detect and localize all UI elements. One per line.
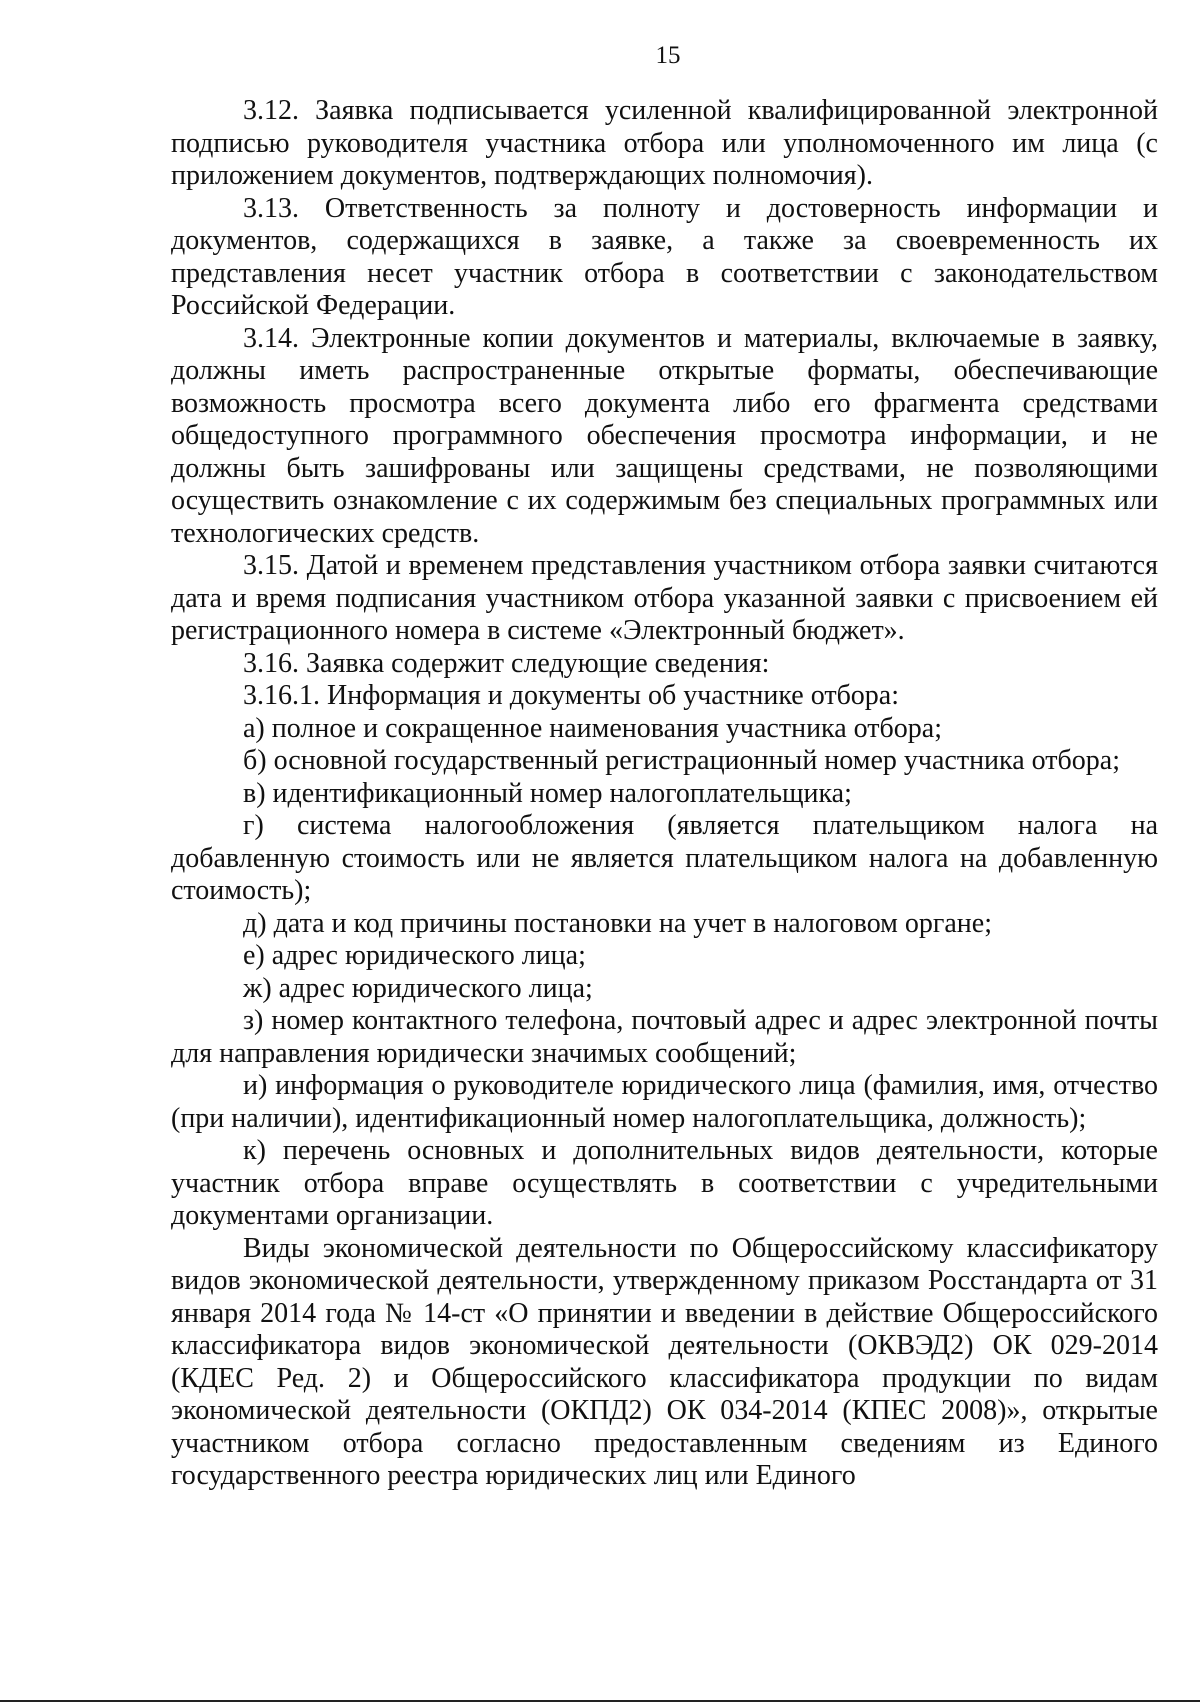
paragraph-3-13: 3.13. Ответственность за полноту и достоверность информации и документов, содержащихся в заявке, а также за своевременность их представления несет участник отбора в соответствии с законодательством Российской Федерации. xyxy=(171,192,1158,321)
paragraph-3-12: 3.12. Заявка подписывается усиленной квалифицированной электронной подписью руководителя участника отбора или уполномоченного им лица (с приложением документов, подтверждающих полномочия). xyxy=(171,95,1158,191)
list-item-zh: ж) адрес юридического лица; xyxy=(243,972,593,1004)
scan-edge-line xyxy=(0,1700,1200,1702)
list-item-i: и) информация о руководителе юридического лица (фамилия, имя, отчество (при наличии), идентификационный номер налогоплательщика, должность); xyxy=(171,1070,1158,1134)
list-item-e: е) адрес юридического лица; xyxy=(243,940,586,971)
list-item-b: б) основной государственный регистрационный номер участника отбора; xyxy=(243,745,1120,776)
list-item-v: в) идентификационный номер налогоплательщика; xyxy=(243,777,852,809)
document-body xyxy=(171,95,1158,1493)
list-item-k: к) перечень основных и дополнительных видов деятельности, которые участник отбора вправе осуществлять в соответствии с учредительными документами организации. xyxy=(171,1135,1158,1231)
paragraph-3-14: 3.14. Электронные копии документов и материалы, включаемые в заявку, должны иметь распространенные открытые форматы, обеспечивающие возможность просмотра всего документа либо его фрагмента средствами общедоступного программного обеспечения просмотра информации, и не должны быть зашифрованы или защищены средствами, не позволяющими осуществить ознакомление с их содержимым без специальных программных или технологических средств. xyxy=(171,322,1158,549)
paragraph-3-16-1: 3.16.1. Информация и документы об участнике отбора: xyxy=(243,680,900,711)
list-item-d: д) дата и код причины постановки на учет в налоговом органе; xyxy=(243,907,992,939)
list-item-a: а) полное и сокращенное наименования участника отбора; xyxy=(243,712,942,744)
paragraph-3-16: 3.16. Заявка содержит следующие сведения: xyxy=(243,647,770,679)
paragraph-3-15: 3.15. Датой и временем представления участником отбора заявки считаются дата и время подписания участником отбора указанной заявки с присвоением ей регистрационного номера в системе «Электронный бюджет». xyxy=(171,550,1158,646)
page-number: 15 xyxy=(655,42,681,69)
list-item-z: з) номер контактного телефона, почтовый адрес и адрес электронной почты для направления юридически значимых сообщений; xyxy=(171,1005,1158,1069)
list-item-g: г) система налогообложения (является плательщиком налога на добавленную стоимость или не является плательщиком налога на добавленную стоимость); xyxy=(171,810,1158,906)
paragraph-okved: Виды экономической деятельности по Общероссийскому классификатору видов экономической деятельности, утвержденному приказом Росстандарта от 31 января 2014 года № 14-ст «О принятии и введении в действие Общероссийского классификатора видов экономической деятельности (ОКВЭД2) ОК 029-2014 (КДЕС Ред. 2) и Общероссийского классификатора продукции по видам экономической деятельности (ОКПД2) ОК 034-2014 (КПЕС 2008)», открытые участником отбора согласно предоставленным сведениям из Единого государственного реестра юридических лиц или Единого xyxy=(171,1232,1158,1491)
